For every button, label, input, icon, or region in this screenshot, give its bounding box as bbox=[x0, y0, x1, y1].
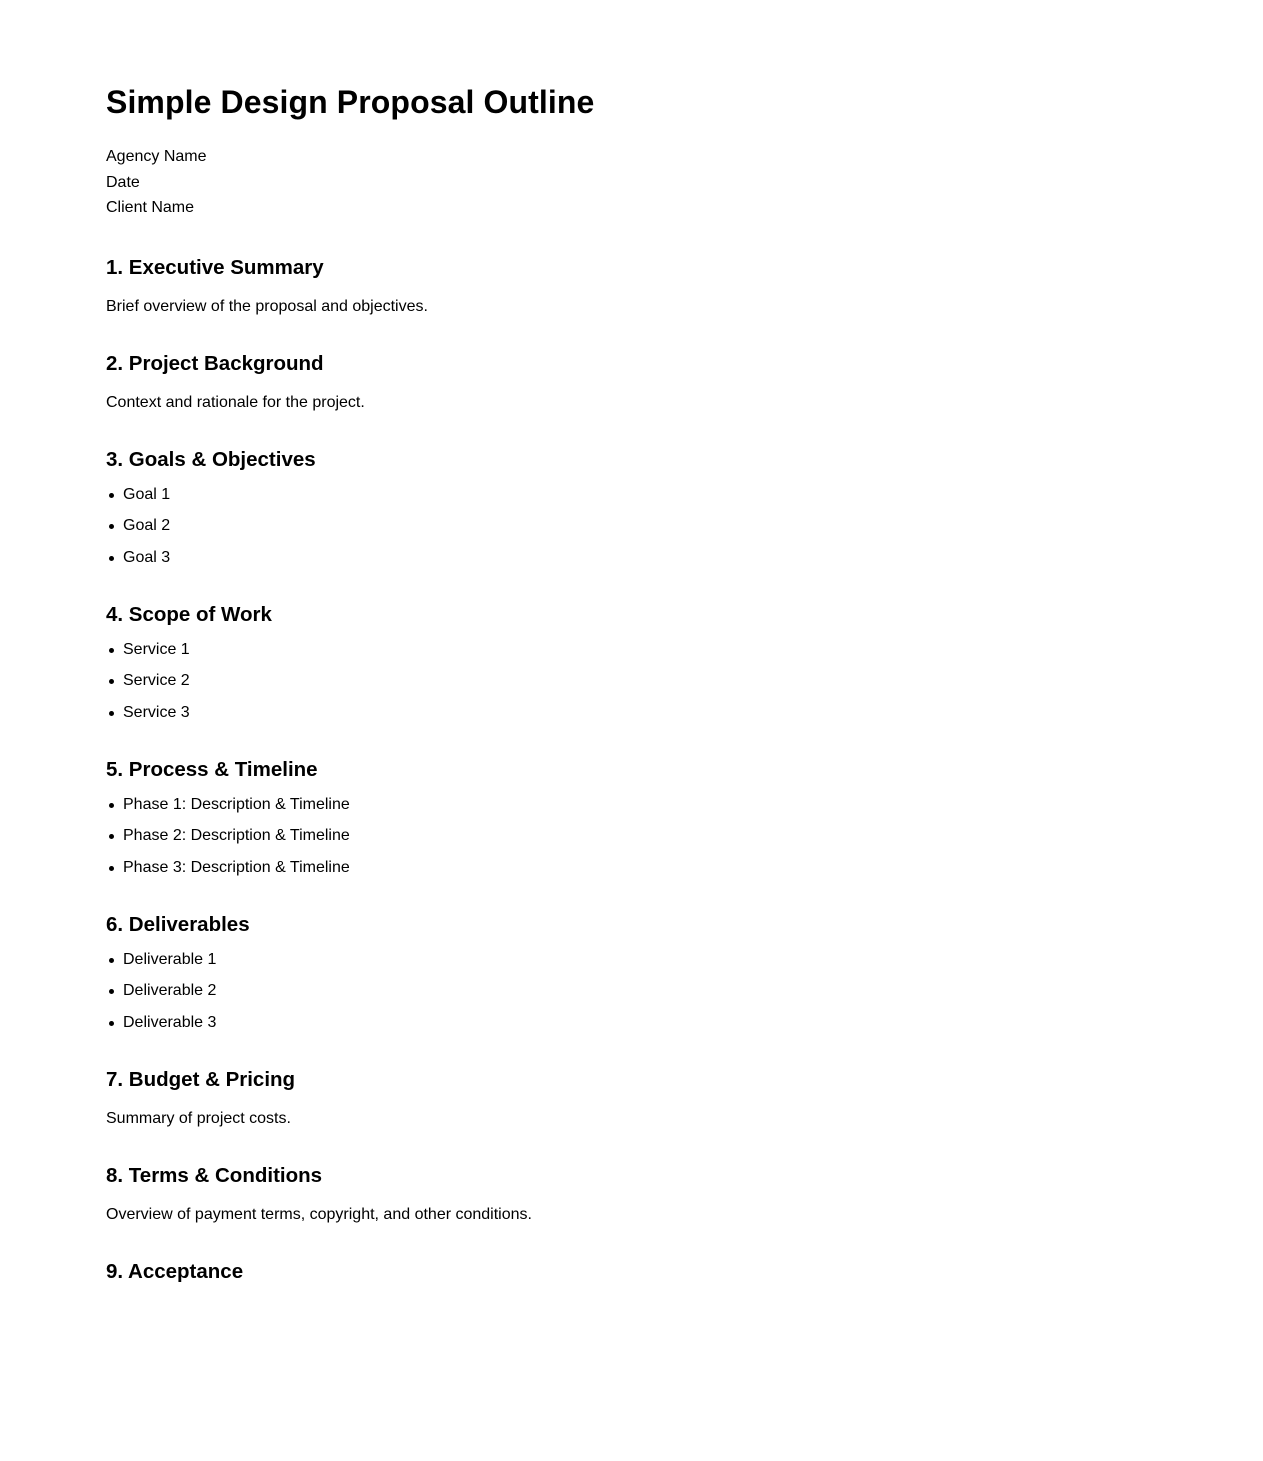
list-item bbox=[123, 950, 1206, 970]
page-title: Simple Design Proposal Outline bbox=[106, 84, 595, 120]
section-heading: 7. Budget & Pricing bbox=[106, 1067, 296, 1091]
bullet-icon bbox=[109, 834, 114, 839]
deliverables-list bbox=[106, 950, 1206, 1033]
bullet-icon bbox=[109, 989, 114, 994]
list-item bbox=[123, 858, 1206, 878]
bullet-icon bbox=[109, 803, 114, 808]
section-process-timeline bbox=[106, 758, 1206, 878]
bullet-icon bbox=[109, 493, 114, 498]
services-list bbox=[106, 640, 1206, 723]
list-item bbox=[123, 640, 1206, 660]
list-item-text: Phase 1: Description & Timeline bbox=[123, 795, 350, 813]
bullet-icon bbox=[109, 524, 114, 529]
client-name: Client Name bbox=[106, 199, 195, 216]
list-item bbox=[123, 981, 1206, 1001]
section-heading: 1. Executive Summary bbox=[106, 255, 324, 279]
bullet-icon bbox=[109, 958, 114, 963]
section-body: Brief overview of the proposal and objectives. bbox=[106, 297, 428, 315]
phases-list bbox=[106, 795, 1206, 878]
section-deliverables bbox=[106, 913, 1206, 1033]
section-heading: 6. Deliverables bbox=[106, 912, 250, 936]
list-item bbox=[123, 671, 1206, 691]
section-acceptance bbox=[106, 1260, 1206, 1284]
bullet-icon bbox=[109, 1021, 114, 1026]
document bbox=[106, 83, 1206, 1284]
goals-list bbox=[106, 485, 1206, 568]
section-body: Summary of project costs. bbox=[106, 1109, 291, 1127]
section-body: Context and rationale for the project. bbox=[106, 393, 365, 411]
bullet-icon bbox=[109, 679, 114, 684]
bullet-icon bbox=[109, 711, 114, 716]
list-item-text: Service 1 bbox=[123, 640, 190, 658]
list-item bbox=[123, 485, 1206, 505]
section-heading: 8. Terms & Conditions bbox=[106, 1163, 323, 1187]
section-terms-conditions bbox=[106, 1164, 1206, 1225]
list-item-text: Phase 3: Description & Timeline bbox=[123, 858, 350, 876]
list-item-text: Deliverable 2 bbox=[123, 982, 217, 999]
section-project-background bbox=[106, 352, 1206, 413]
list-item-text: Deliverable 1 bbox=[123, 950, 217, 968]
proposal-date: Date bbox=[106, 173, 140, 191]
list-item-text: Service 2 bbox=[123, 672, 190, 689]
list-item bbox=[123, 1013, 1206, 1033]
list-item bbox=[123, 826, 1206, 846]
section-goals-objectives bbox=[106, 448, 1206, 568]
list-item-text: Phase 2: Description & Timeline bbox=[123, 827, 350, 844]
section-heading: 4. Scope of Work bbox=[106, 602, 272, 626]
section-heading: 9. Acceptance bbox=[106, 1259, 244, 1283]
section-heading: 2. Project Background bbox=[106, 351, 324, 375]
list-item bbox=[123, 516, 1206, 536]
list-item bbox=[123, 795, 1206, 815]
section-body: Overview of payment terms, copyright, and other conditions. bbox=[106, 1205, 532, 1223]
section-heading: 5. Process & Timeline bbox=[106, 757, 318, 781]
list-item-text: Service 3 bbox=[123, 703, 190, 721]
proposal-meta bbox=[106, 144, 1206, 221]
bullet-icon bbox=[109, 648, 114, 653]
agency-name: Agency Name bbox=[106, 148, 207, 165]
section-scope-of-work bbox=[106, 603, 1206, 723]
section-budget-pricing bbox=[106, 1068, 1206, 1129]
bullet-icon bbox=[109, 866, 114, 871]
list-item-text: Goal 3 bbox=[123, 548, 171, 566]
list-item bbox=[123, 548, 1206, 568]
section-executive-summary bbox=[106, 256, 1206, 317]
bullet-icon bbox=[109, 556, 114, 561]
list-item-text: Goal 1 bbox=[123, 485, 171, 503]
list-item-text: Goal 2 bbox=[123, 517, 171, 534]
section-heading: 3. Goals & Objectives bbox=[106, 447, 316, 471]
list-item-text: Deliverable 3 bbox=[123, 1013, 217, 1031]
list-item bbox=[123, 703, 1206, 723]
